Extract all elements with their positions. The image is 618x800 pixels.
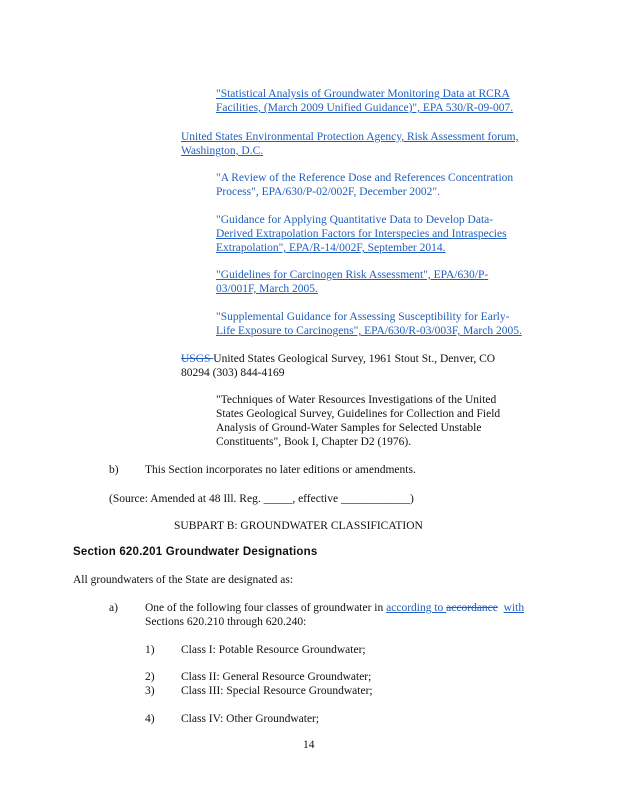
- usgs-deleted-text: USGS: [181, 353, 214, 365]
- class-2-text: Class II: General Resource Groundwater;: [181, 671, 372, 683]
- source-note: (Source: Amended at 48 Ill. Reg. _____, effective ____________): [109, 493, 414, 505]
- ref-reference-dose-line1: "A Review of the Reference Dose and References Concentration: [216, 172, 514, 184]
- inserted-according-to: according to: [386, 602, 447, 614]
- section-heading: Section 620.201 Groundwater Designations: [73, 546, 318, 558]
- page-number: 14: [303, 739, 315, 751]
- ref-epa-line2: Washington, D.C.: [181, 145, 264, 157]
- ref-techniques-line3: Analysis of Ground-Water Samples for Selected Unstable: [216, 422, 482, 434]
- ref-usgs-line1: [181, 352, 495, 366]
- usgs-address-text: United States Geological Survey, 1961 Stout St., Denver, CO: [213, 353, 496, 365]
- ref-quantitative-data-line1: "Guidance for Applying Quantitative Data to Develop Data-: [216, 214, 494, 226]
- class-3-text: Class III: Special Resource Groundwater;: [181, 685, 373, 697]
- ref-quantitative-data-line3: Extrapolation", EPA/R-14/002F, September 2014.: [216, 242, 446, 254]
- class-1-number: 1): [145, 644, 155, 656]
- ref-supplemental-guidance-line2: Life Exposure to Carcinogens", EPA/630/R-03/003F, March 2005.: [216, 325, 522, 337]
- class-3-number: 3): [145, 685, 155, 697]
- ref-statistical-analysis-line1: "Statistical Analysis of Groundwater Monitoring Data at RCRA: [216, 88, 510, 100]
- class-4-text: Class IV: Other Groundwater;: [181, 713, 320, 725]
- item-a-marker: a): [109, 602, 118, 614]
- ref-usgs-line2: 80294 (303) 844-4169: [181, 367, 285, 379]
- ref-techniques-line4: Constituents", Book I, Chapter D2 (1976).: [216, 436, 412, 448]
- subpart-heading: SUBPART B: GROUNDWATER CLASSIFICATION: [174, 520, 423, 532]
- ref-carcinogen-risk-line2: 03/001F, March 2005.: [216, 283, 318, 295]
- class-1-text: Class I: Potable Resource Groundwater;: [181, 644, 366, 656]
- ref-supplemental-guidance-line1: "Supplemental Guidance for Assessing Susceptibility for Early-: [216, 311, 510, 323]
- class-2-number: 2): [145, 671, 155, 683]
- ref-techniques-line1: "Techniques of Water Resources Investigations of the United: [216, 394, 497, 406]
- ref-statistical-analysis-line2: Facilities, (March 2009 Unified Guidance)", EPA 530/R-09-007.: [216, 102, 514, 114]
- item-a-line2: Sections 620.210 through 620.240:: [145, 616, 307, 628]
- ref-techniques-line2: States Geological Survey, Guidelines for Collection and Field: [216, 408, 501, 420]
- class-4-number: 4): [145, 713, 155, 725]
- item-a-line1: [145, 601, 524, 615]
- ref-quantitative-data-line2: Derived Extrapolation Factors for Interspecies and Intraspecies: [216, 228, 507, 240]
- item-b-marker: b): [109, 464, 119, 476]
- item-b-text: This Section incorporates no later editions or amendments.: [145, 464, 416, 476]
- deleted-accordance: accordance: [446, 602, 498, 614]
- inserted-with: with: [503, 602, 525, 614]
- ref-epa-line1: United States Environmental Protection Agency, Risk Assessment forum,: [181, 131, 519, 143]
- item-a-text: One of the following four classes of groundwater in: [145, 602, 387, 614]
- ref-carcinogen-risk-line1: "Guidelines for Carcinogen Risk Assessment", EPA/630/P-: [216, 269, 489, 281]
- section-intro: All groundwaters of the State are designated as:: [73, 574, 294, 586]
- ref-reference-dose-line2: Process", EPA/630/P-02/002F, December 2002".: [216, 186, 440, 198]
